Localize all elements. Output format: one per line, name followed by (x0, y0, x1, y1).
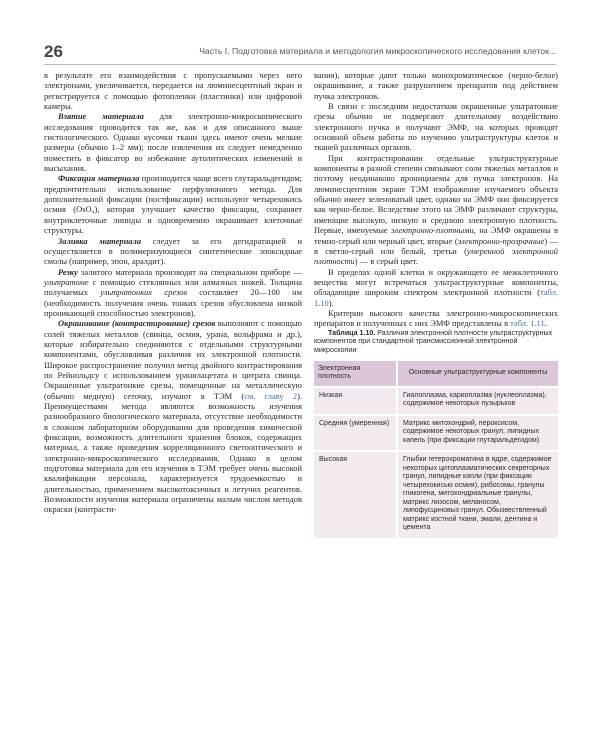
paragraph-text: В пределах одной клетки и окружающего ее межклеточного вещества могут встречаться ультраструктурные компоненты, обладающие широким спектром электронной плотности ( (314, 266, 558, 298)
cell-density: Высокая (314, 451, 397, 538)
cell-components: Матрикс митохондрий, пероксисом, содержимое некоторых гранул, липидных капель (при фиксации глутаральдегидом) (397, 415, 558, 452)
paragraph (314, 267, 558, 308)
paragraph (314, 308, 558, 329)
table-caption-text: Различия электронной плотности ультраструктурных компонентов при стандартной трансмиссионной электронной микроскопии (314, 328, 553, 354)
table-label: Таблица 1.10. (328, 328, 376, 337)
paragraph: в результате его взаимодействия с пропускаемыми через него электронами, увеличивается, передается на люминесцентный экран и регистрируется с помощью фотопленки (пластинки) или цифровой камеры. (44, 70, 302, 112)
paragraph (44, 267, 302, 319)
paragraph-text: следует за его дегидратацией и осуществляется в полимеризующиеся синтетические эпоксидные смолы (например, эпон, аралдит). (44, 235, 303, 267)
paragraph (314, 153, 558, 267)
right-column (314, 70, 558, 538)
left-column (44, 70, 302, 515)
term: Резку (58, 266, 78, 277)
header-components: Основные ультраструктурные компоненты (397, 361, 558, 387)
paragraph-text: для электронно-микроскопического исследования проводится так же, как и для описанного выше гистологического. Однако кусочки ткани здесь имеют очень мелкие размеры (обычно 1–2 мм); после извлечения их следует немедленно поместить в фиксатор во избежание аутолитических изменений и высыхания. (44, 111, 302, 174)
term: Заливка материала (58, 235, 142, 246)
italic-term: умеренной электронной плотности (314, 245, 558, 267)
table-header-row (314, 361, 558, 387)
paragraph-text: составляет 20—100 нм (необходимость получения очень тонких срезов обусловлена низкой проникающей способностью электронов). (44, 287, 302, 318)
italic-term: электронно-плотными (391, 225, 474, 236)
table-row (314, 415, 558, 452)
cell-components: Гиалоплазма, кариоплазма (нуклеоплазма), содержимое некоторых пузырьков (397, 387, 558, 415)
table-row (314, 387, 558, 415)
paragraph-text: Критерии высокого качества электронно-микроскопических препаратов и полученных с них ЭМФ представлены в (314, 307, 558, 329)
paragraph-text: . (544, 318, 547, 329)
density-table (314, 361, 558, 538)
paragraph-text: , на ЭМФ окрашены в темно-серый или черный цвет, вторые ( (314, 225, 558, 246)
cell-density: Низкая (314, 387, 397, 415)
page-number: 26 (44, 42, 63, 61)
term: Фиксация материала (58, 173, 140, 184)
paragraph-text: ) — в серый цвет. (354, 256, 418, 267)
italic-term: ультратоме (44, 276, 89, 287)
table-link[interactable]: табл. 1.11 (510, 318, 545, 329)
paragraph-text: выполняют с помощью солей тяжелых металлов (свинца, осмия, урана, вольфрама и др.), которые избирательно соединяются с отдельными структурными компонентами, обусловливая различия их электронной плотности. Широкое распространение получил метод двойного контрастирования по Рейнольдсу с использованием уранилацетата и цитрата свинца. Окрашенные ультратонкие срезы, помещенные на металлическую (обычно медную) сеточку, изучают в ТЭМ ( (44, 318, 302, 401)
italic-term: ультратонких срезов (100, 287, 188, 298)
paragraph-text: При контрастировании отдельные ультраструктурные компоненты в разной степени связывают соли тяжелых металлов и поэтому неодинаково пронициаемы для пучка электронов. На люминесцентном экране ТЭМ изображение изучаемого объекта обычно имеет зеленоватый цвет, однако на ЭМФ оно фиксируется как черно-белое. Вследствие этого на ЭМФ различают структуры, имеющие высокую, низкую и среднюю электронную плотность. Первые, именуемые (314, 152, 558, 236)
header-density: Электронная плотность (314, 361, 397, 387)
header-rule (44, 64, 556, 65)
cell-density: Средняя (умеренная) (314, 415, 397, 452)
paragraph (44, 318, 302, 515)
paragraph-text: производится чаще всего глутаральдегидом; предпочтительно использование перфузионного метода. Для дополнительной фиксации (постфиксации) используют четырехокись осмия (OsO₄), которая улучшает качество фиксации, сохраняет внутриклеточные липиды и одновременно окрашивает клеточные структуры. (44, 173, 303, 236)
paragraph (44, 236, 302, 267)
paragraph-text: ). Преимуществами метода являются возможность изучения разнообразного биологического материала, отсутствие необходимости в сложном лабораторном оборудовании для проведения химической фиксации, возможность длительного хранения блоков, содержащих материал, а также проведения корреляционного светооптического и электронно-микроскопического исследования. Однако в целом подготовка материала для его изучения в ТЭМ требует очень высокой квалификации персонала, характеризуется трудоемкостью и длительностью, применением высокотоксичных и летучих реагентов. Возможности изучения материала ограничены малым числом методов окраски (контрасти- (44, 390, 302, 515)
table-link[interactable]: табл. 1.10 (314, 287, 558, 308)
term: Окрашивание (контрастирование) срезов (58, 318, 216, 329)
cell-components: Глыбки гетерохроматина в ядре, содержимое некоторых цитоплазматических секреторных гранул, липидные капли (при фиксации четырехокисью осмия), рибосомы, гранулы гликогена, митохондриальные гранулы, матрикс лизосом, меланосом, липофусциновых гранул. Обызвествленный матрикс костной ткани, эмали, дентина и цемента (397, 451, 558, 538)
paragraph: В связи с последним недостатком окрашенные ультратонкие срезы обычно не подвергают длительному воздействию электронного пучка и получают ЭМФ, на которых проводят основной объем работы по изучению ультраструктуры клеток и тканей различных органов. (314, 101, 558, 153)
paragraph: вания), которые дают только монохроматическое (черно-белое) окрашивание, а также разрушением препаратов под действием пучка электронов. (314, 70, 558, 101)
italic-term: электронно-прозрачные (457, 235, 545, 246)
paragraph (44, 173, 302, 235)
paragraph-text: ). (328, 297, 334, 308)
chapter-link[interactable]: см. главу 2 (244, 390, 298, 401)
paragraph-text: с помощью стеклянных или алмазных ножей. Толщина получаемых (44, 276, 302, 298)
table-row (314, 451, 558, 538)
paragraph (44, 111, 302, 173)
table-caption (314, 329, 558, 355)
paragraph-text: ) — в светло-серый или белый, третьи ( (314, 235, 558, 256)
page-header (44, 42, 556, 64)
running-head: Часть I. Подготовка материала и методология микроскопического исследования клеток... (199, 46, 556, 56)
term: Взятие материала (58, 111, 144, 122)
paragraph-text: залитого материала производят на специальном приборе — (77, 266, 302, 277)
